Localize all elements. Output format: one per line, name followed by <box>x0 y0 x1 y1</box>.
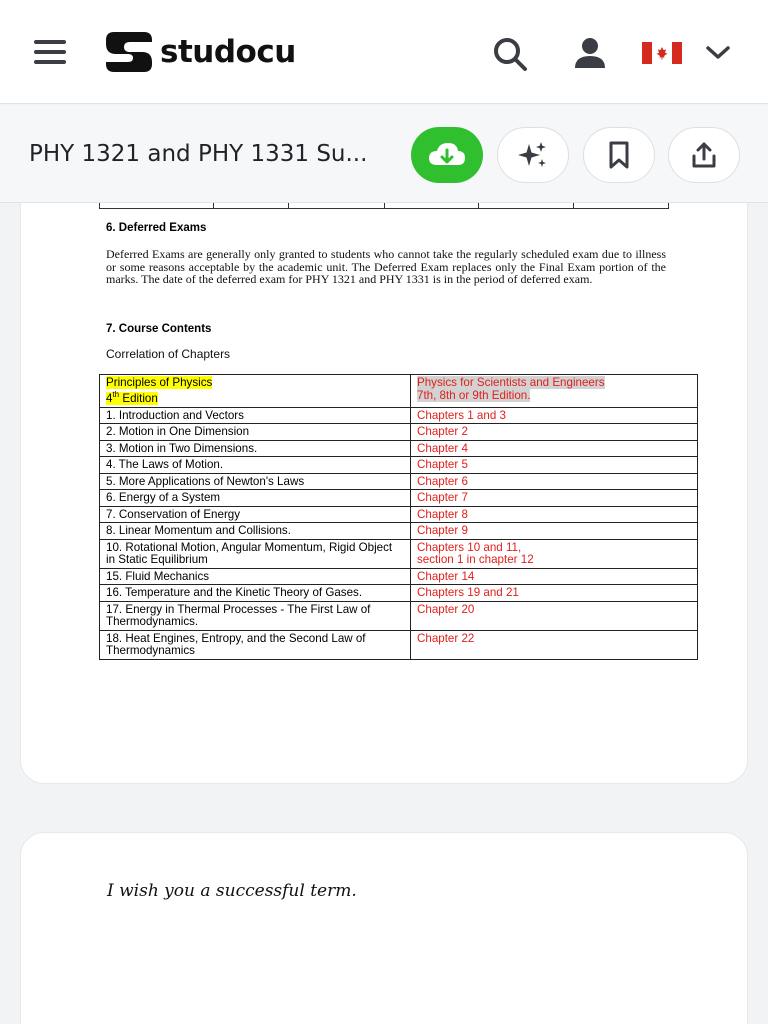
studocu-logo-mark-icon <box>100 28 156 76</box>
topic-cell: 5. More Applications of Newton's Laws <box>100 473 411 490</box>
search-icon[interactable] <box>490 34 530 74</box>
download-icon <box>427 139 467 171</box>
topic-cell: 3. Motion in Two Dimensions. <box>100 440 411 457</box>
chapter-cell: Chapter 22 <box>411 630 698 659</box>
chapter-cell: Chapter 5 <box>411 457 698 474</box>
topic-cell: 10. Rotational Motion, Angular Momentum, Rigid Object in Static Equilibrium <box>100 539 411 568</box>
topic-cell: 15. Fluid Mechanics <box>100 568 411 585</box>
table-row <box>100 506 698 523</box>
ai-sparkle-icon <box>517 139 549 171</box>
chevron-down-icon[interactable] <box>703 38 733 68</box>
table-row <box>100 424 698 441</box>
principles-edition: 4th Edition <box>106 390 158 406</box>
principles-title: Principles of Physics <box>106 376 213 389</box>
serway-edition: 7th, 8th or 9th Edition. <box>417 388 531 402</box>
download-button[interactable] <box>411 127 483 183</box>
table-row <box>100 457 698 474</box>
chapter-cell: Chapter 6 <box>411 473 698 490</box>
user-icon[interactable] <box>570 34 610 74</box>
header-left-cell <box>100 375 411 408</box>
table-row <box>100 473 698 490</box>
share-icon <box>689 140 719 170</box>
document-page <box>20 150 748 784</box>
chapter-cell: Chapter 4 <box>411 440 698 457</box>
document-page-2 <box>20 832 748 1024</box>
ai-assistant-button[interactable] <box>497 127 569 183</box>
topic-cell: 18. Heat Engines, Entropy, and the Second Law of Thermodynamics <box>100 630 411 659</box>
chapter-text-2: section 1 in chapter 12 <box>417 553 534 567</box>
chapter-text: Chapters 10 and 11, <box>417 540 522 554</box>
chapter-cell: Chapter 8 <box>411 506 698 523</box>
table-header-row <box>100 375 698 408</box>
chapter-cell: Chapter 2 <box>411 424 698 441</box>
chapter-cell: Chapters 1 and 3 <box>411 407 698 424</box>
table-row <box>100 440 698 457</box>
top-header <box>0 0 768 104</box>
topic-cell: 16. Temperature and the Kinetic Theory of Gases. <box>100 585 411 602</box>
bookmark-button[interactable] <box>583 127 655 183</box>
table-body <box>100 407 698 659</box>
menu-icon[interactable] <box>34 40 66 64</box>
chapter-correlation-table <box>99 374 698 660</box>
bookmark-icon <box>605 140 633 170</box>
canada-flag-icon[interactable] <box>642 42 682 64</box>
topic-cell: 2. Motion in One Dimension <box>100 424 411 441</box>
brand-name: studocu <box>160 34 296 70</box>
topic-cell: 17. Energy in Thermal Processes - The First Law of Thermodynamics. <box>100 601 411 630</box>
chapter-cell: Chapter 20 <box>411 601 698 630</box>
topic-cell: 6. Energy of a System <box>100 490 411 507</box>
topic-cell: 4. The Laws of Motion. <box>100 457 411 474</box>
chapter-cell: Chapter 14 <box>411 568 698 585</box>
section-heading-deferred-exams: 6. Deferred Exams <box>106 222 207 234</box>
table-row <box>100 630 698 659</box>
table-row <box>100 407 698 424</box>
table-row <box>100 601 698 630</box>
document-title: PHY 1321 and PHY 1331 Su... <box>29 141 368 167</box>
deferred-exams-paragraph: Deferred Exams are generally only granted to students who cannot take the regularly scheduled exam due to illness or some reasons acceptable by the academic unit. The Deferred Exam replaces only the Final Exam portion of the marks. The date of the deferred exam for PHY 1321 and PHY 1331 is in the period of deferred exam. <box>106 247 666 286</box>
farewell-text: I wish you a successful term. <box>107 881 357 901</box>
table-row <box>100 523 698 540</box>
table-row <box>100 490 698 507</box>
topic-cell: 8. Linear Momentum and Collisions. <box>100 523 411 540</box>
table-row <box>100 539 698 568</box>
table-row <box>100 568 698 585</box>
chapter-cell: Chapters 19 and 21 <box>411 585 698 602</box>
share-button[interactable] <box>668 127 740 183</box>
chapter-cell: Chapter 7 <box>411 490 698 507</box>
chapter-cell: Chapter 9 <box>411 523 698 540</box>
chapter-cell <box>411 539 698 568</box>
header-right-cell <box>411 375 698 408</box>
document-toolbar <box>0 105 768 203</box>
correlation-subheading: Correlation of Chapters <box>106 347 231 361</box>
serway-title: Physics for Scientists and Engineers <box>417 376 605 389</box>
table-row <box>100 585 698 602</box>
topic-cell: 1. Introduction and Vectors <box>100 407 411 424</box>
section-heading-course-contents: 7. Course Contents <box>106 323 212 335</box>
studocu-logo[interactable] <box>100 28 296 76</box>
topic-cell: 7. Conservation of Energy <box>100 506 411 523</box>
